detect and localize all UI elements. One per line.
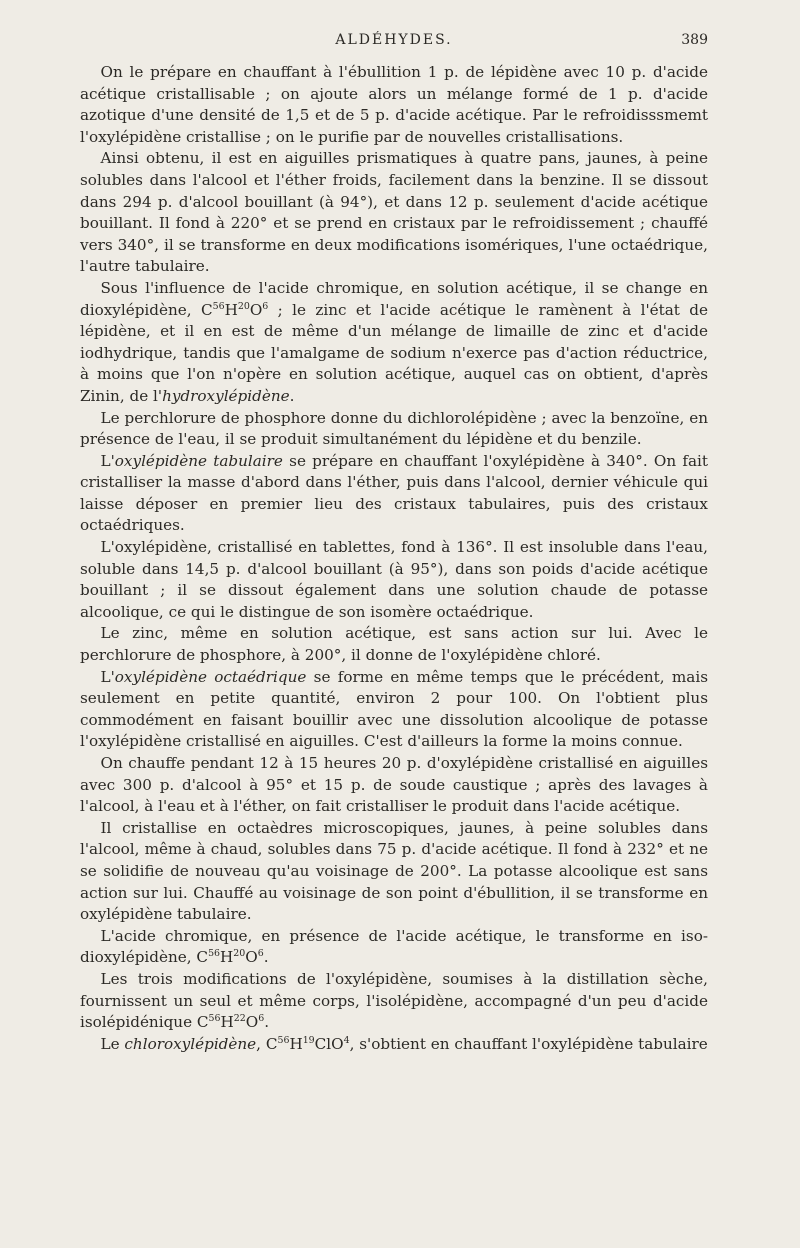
paragraph: L'acide chromique, en présence de l'acide acétique, le transforme en iso-dioxylépidène, $C^{56}H^{20}O^6$. (80, 926, 708, 967)
page-number: 389 (681, 32, 708, 48)
paragraph: Sous l'influence de l'acide chromique, en solution acétique, il se change en dioxylépidène, $C^{56}H^{20}O^6$ ; le zinc et l'acide acétique le ramènent à l'état de lépidène, et il en est de même d'un mélange de limaille de zinc et d'acide iodhydrique, tandis que l'amalgame de sodium n'exerce pas d'action réductrice, à moins que l'on n'opère en solution acétique, auquel cas on obtient, d'après Zinin, de l'hydroxylépidène. (80, 278, 708, 405)
paragraph: Il cristallise en octaèdres microscopiques, jaunes, à peine solubles dans l'alcool, même à chaud, solubles dans 75 p. d'acide acétique. Il fond à 232° et ne se solidifie de nouveau qu'au voisinage de 200°. La potasse alcoolique est sans action sur lui. Chauffé au voisinage de son point d'ébullition, il se transforme en oxylépidène tabulaire. (80, 818, 708, 924)
body-text (80, 62, 708, 1055)
paragraph: On chauffe pendant 12 à 15 heures 20 p. d'oxylépidène cristallisé en aiguilles avec 300 p. d'alcool à 95° et 15 p. de soude caustique ; après des lavages à l'alcool, à l'eau et à l'éther, on fait cristalliser le produit dans l'acide acétique. (80, 754, 708, 816)
paragraph: Le chloroxylépidène, $C^{56}H^{19}ClO^4$, s'obtient en chauffant l'oxylépidène tabulaire (100, 1034, 708, 1053)
paragraph: Le zinc, même en solution acétique, est sans action sur lui. Avec le perchlorure de phosphore, à 200°, il donne de l'oxylépidène chloré. (80, 624, 708, 665)
paragraph: Le perchlorure de phosphore donne du dichlorolépidène ; avec la benzoïne, en présence de l'eau, il se produit simultanément du lépidène et du benzile. (80, 408, 708, 449)
paragraph: L'oxylépidène, cristallisé en tablettes, fond à 136°. Il est insoluble dans l'eau, soluble dans 14,5 p. d'alcool bouillant (à 95°), dans son poids d'acide acétique bouillant ; il se dissout également dans une solution chaude de potasse alcoolique, ce qui le distingue de son isomère octaédrique. (80, 538, 708, 621)
paragraph: Ainsi obtenu, il est en aiguilles prismatiques à quatre pans, jaunes, à peine solubles dans l'alcool et l'éther froids, facilement dans la benzine. Il se dissout dans 294 p. d'alcool bouillant (à 94°), et dans 12 p. seulement d'acide acétique bouillant. Il fond à 220° et se prend en cristaux par le refroidissement ; chauffé vers 340°, il se transforme en deux modifications isomériques, l'une octaédrique, l'autre tabulaire. (80, 149, 708, 276)
paragraph: Les trois modifications de l'oxylépidène, soumises à la distillation sèche, fournissent un seul et même corps, l'isolépidène, accompagné d'un peu d'acide isolépidénique $C^{56}H^{22}O^6$. (80, 969, 708, 1032)
header-title: ALDÉHYDES. (335, 32, 453, 48)
paragraph: On le prépare en chauffant à l'ébullition 1 p. de lépidène avec 10 p. d'acide acétique cristallisable ; on ajoute alors un mélange formé de 1 p. d'acide azotique d'une densité de 1,5 et de 5 p. d'acide acétique. Par le refroidisssmemt l'oxylépidène cristallise ; on le purifie par de nouvelles cristallisations. (80, 63, 708, 146)
running-head (80, 30, 708, 50)
paragraph: L'oxylépidène octaédrique se forme en même temps que le précédent, mais seulement en petite quantité, environ 2 pour 100. On l'obtient plus commodément en faisant bouillir avec une dissolution alcoolique de potasse l'oxylépidène cristallisé en aiguilles. C'est d'ailleurs la forme la moins connue. (80, 667, 708, 751)
paragraph: L'oxylépidène tabulaire se prépare en chauffant l'oxylépidène à 340°. On fait cristalliser la masse d'abord dans l'éther, puis dans l'alcool, dernier véhicule qui laisse déposer en premier lieu des cristaux tabulaires, puis des cristaux octaédriques. (80, 451, 709, 535)
